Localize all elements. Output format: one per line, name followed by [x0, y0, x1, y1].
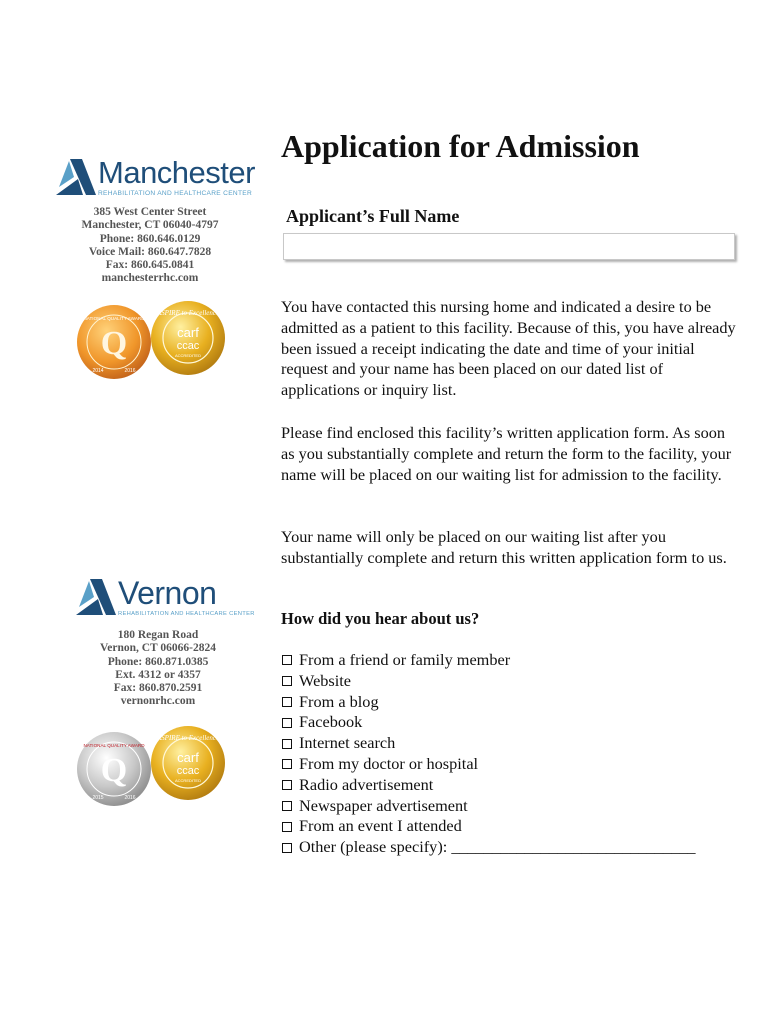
address-line: 180 Regan Road	[117, 629, 199, 641]
manchester-address	[40, 206, 260, 286]
address-line: Ext. 4312 or 4357	[115, 668, 201, 681]
award-year: 2015	[92, 795, 104, 801]
option-doctor-hospital[interactable]	[281, 754, 696, 775]
address-line: Phone: 860.646.0129	[99, 232, 201, 245]
checkbox[interactable]	[282, 759, 292, 769]
manchester-name: Manchester	[98, 155, 255, 190]
address-line: Vernon, CT 06066-2824	[100, 642, 216, 655]
ccac-text: ccac	[176, 765, 200, 777]
option-radio[interactable]	[281, 775, 696, 796]
option-label: Internet search	[299, 733, 396, 753]
enclosed-form-paragraph: Please find enclosed this facility’s written application form. As soon as you substantially complete and return the form to the facility, your name will be placed on our waiting list for admission to the facility.	[281, 423, 732, 484]
carf-text: carf	[177, 750, 199, 765]
checkbox[interactable]	[282, 655, 292, 665]
applicant-name-label: Applicant’s Full Name	[286, 206, 460, 226]
hear-about-us-question: How did you hear about us?	[281, 609, 480, 628]
checkbox[interactable]	[282, 697, 292, 707]
option-friend-family[interactable]	[281, 650, 696, 671]
ccac-text: ccac	[176, 340, 200, 352]
vernon-name: Vernon	[118, 575, 217, 611]
address-line: Manchester, CT 06040-4797	[81, 219, 219, 232]
vernon-badges	[76, 725, 236, 815]
award-year: 2016	[124, 795, 136, 801]
option-label: From a blog	[299, 691, 379, 711]
checkbox[interactable]	[282, 801, 292, 811]
option-label: Other (please specify): ______________________________	[299, 837, 696, 857]
website-link[interactable]: vernonrhc.com	[120, 695, 196, 708]
checkbox[interactable]	[282, 739, 292, 749]
website-link[interactable]: manchesterrhc.com	[101, 272, 199, 285]
manchester-tagline: REHABILITATION AND HEALTHCARE CENTER	[98, 190, 253, 197]
option-internet-search[interactable]	[281, 733, 696, 754]
checkbox[interactable]	[282, 822, 292, 832]
quality-award-badge-icon	[76, 731, 152, 807]
checkbox[interactable]	[282, 780, 292, 790]
quality-award-badge-icon	[76, 304, 152, 380]
option-facebook[interactable]	[281, 712, 696, 733]
option-event[interactable]	[281, 816, 696, 837]
quality-award-text: NATIONAL QUALITY AWARD	[83, 743, 145, 748]
option-label: Website	[299, 670, 352, 690]
vernon-logo-mark-icon	[76, 577, 116, 617]
applicant-name-input[interactable]	[283, 233, 735, 260]
address-line: Fax: 860.645.0841	[105, 259, 195, 272]
carf-accredited-badge-icon	[150, 300, 226, 376]
waiting-list-paragraph: Your name will only be placed on our waiting list after you substantially complete and return this written application form to us.	[281, 527, 727, 567]
intro-paragraph: You have contacted this nursing home and indicated a desire to be admitted as a patient to this facility. Because of this, you have already been issued a receipt indicating the date and time of your initial request and your name has been placed on our dated list of applications or inquiry list.	[281, 297, 736, 400]
aspire-text: ASPIRE to Excellence	[156, 309, 220, 317]
option-label: From my doctor or hospital	[299, 753, 479, 773]
manchester-logo-mark-icon	[56, 157, 96, 197]
address-line: Voice Mail: 860.647.7828	[88, 245, 212, 258]
option-label: Facebook	[299, 712, 363, 732]
vernon-logo	[76, 577, 255, 617]
option-newspaper[interactable]	[281, 796, 696, 817]
accredited-text: ACCREDITED	[174, 778, 202, 783]
option-label: Radio advertisement	[299, 774, 434, 794]
page-title: Application for Admission	[281, 128, 640, 164]
checkbox[interactable]	[282, 718, 292, 728]
manchester-badges	[76, 300, 236, 390]
vernon-address	[48, 629, 268, 709]
option-website[interactable]	[281, 671, 696, 692]
address-line: 385 West Center Street	[93, 206, 207, 218]
option-label: From a friend or family member	[299, 650, 511, 669]
award-year: 2014	[92, 368, 104, 374]
checkbox[interactable]	[282, 843, 292, 853]
vernon-tagline: REHABILITATION AND HEALTHCARE CENTER	[118, 611, 255, 617]
carf-text: carf	[177, 325, 199, 340]
option-blog[interactable]	[281, 692, 696, 713]
option-label: From an event I attended	[299, 816, 462, 836]
manchester-logo	[56, 157, 255, 197]
svg-text:Q: Q	[100, 752, 128, 789]
svg-text:Q: Q	[100, 325, 128, 362]
carf-accredited-badge-icon	[150, 725, 226, 801]
referral-options-list	[281, 650, 696, 858]
checkbox[interactable]	[282, 676, 292, 686]
aspire-text: ASPIRE to Excellence	[156, 734, 220, 742]
address-line: Fax: 860.870.2591	[113, 682, 203, 695]
quality-award-text: NATIONAL QUALITY AWARD	[83, 316, 145, 321]
address-line: Phone: 860.871.0385	[107, 655, 209, 668]
award-year: 2016	[124, 368, 136, 374]
option-other[interactable]	[281, 837, 696, 858]
accredited-text: ACCREDITED	[174, 353, 202, 358]
option-label: Newspaper advertisement	[299, 795, 468, 815]
